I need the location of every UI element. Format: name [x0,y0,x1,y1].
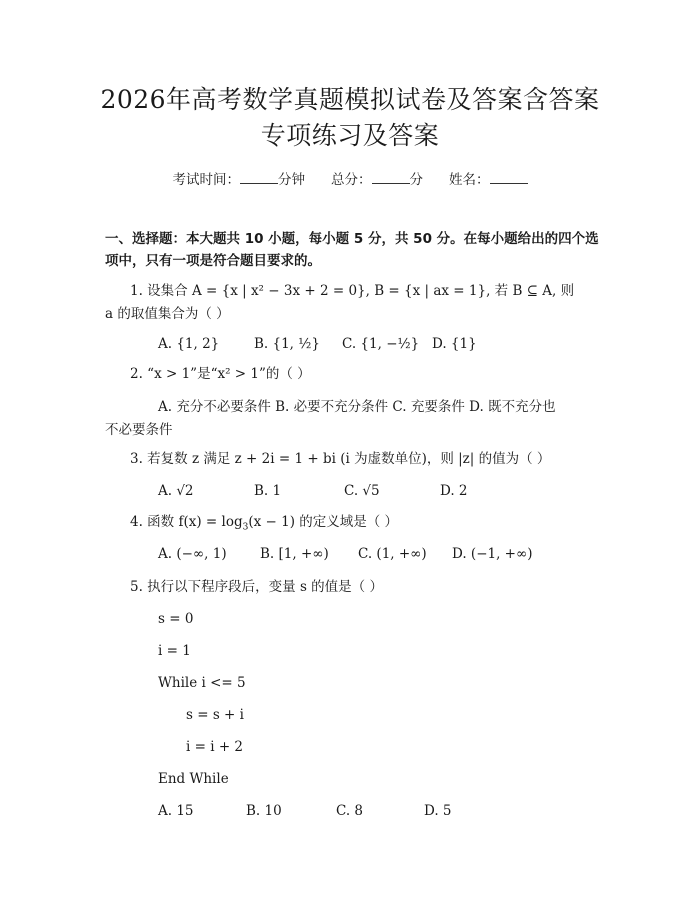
question-4-stem-text: 4. 函数 f(x) = log [130,514,243,530]
name-label: 姓名： [449,172,490,188]
time-unit: 分钟 [278,172,305,188]
question-1-stem-cont: a 的取值集合为（ ） [105,306,230,322]
code-line-4: s = s + i [186,707,244,723]
question-3-stem: 3. 若复数 z 满足 z + 2i = 1 + bi (i 为虚数单位)，则 |z| 的值为（ ） [130,451,551,467]
question-5-stem: 5. 执行以下程序段后，变量 s 的值是（ ） [130,579,383,595]
option-a: A. √2 [158,483,194,499]
question-4-stem [130,511,398,539]
score-label: 总分： [331,172,372,188]
option-b: B. 10 [246,803,282,819]
document-title-line2: 专项练习及答案 [260,121,440,150]
option-d: D. (−1, +∞) [452,546,533,562]
option-a: A. {1, 2} [158,336,220,352]
document-title-line1: 2026年高考数学真题模拟试卷及答案含答案 [100,85,600,114]
option-d: D. 5 [424,803,452,819]
question-2-options-line2: 不必要条件 [105,422,173,438]
question-3-options [158,480,468,502]
score-blank [372,171,410,184]
log-base: 3 [242,522,249,533]
question-4-stem-text-end: (x − 1) 的定义域是（ ） [248,514,399,530]
question-5-options [158,800,452,822]
code-line-6: End While [158,771,229,787]
name-blank [490,171,528,184]
option-b: B. 1 [254,483,282,499]
option-c: C. (1, +∞) [358,546,427,562]
option-d: D. {1} [432,336,477,352]
option-d: D. 2 [440,483,468,499]
question-2-options-line1: A. 充分不必要条件 B. 必要不充分条件 C. 充要条件 D. 既不充分也 [158,399,556,415]
time-label: 考试时间： [172,172,240,188]
option-a: A. (−∞, 1) [158,546,227,562]
code-line-1: s = 0 [158,611,194,627]
question-1-stem: 1. 设集合 A = {x | x² − 3x + 2 = 0}, B = {x | ax = 1}, 若 B ⊆ A, 则 [130,283,575,299]
section-heading-line2: 项中，只有一项是符合题目要求的。 [105,253,321,269]
option-b: B. {1, ½} [254,336,320,352]
question-4-options [158,543,533,565]
code-line-2: i = 1 [158,643,191,659]
question-2-stem: 2. “x > 1”是“x² > 1”的（ ） [130,366,311,382]
question-1-options [158,333,477,355]
option-c: C. 8 [336,803,364,819]
time-blank [240,171,278,184]
score-unit: 分 [409,172,423,188]
option-c: C. {1, −½} [342,336,420,352]
option-c: C. √5 [344,483,380,499]
option-a: A. 15 [158,803,194,819]
code-line-3: While i <= 5 [158,675,246,691]
option-b: B. [1, +∞) [260,546,329,562]
code-line-5: i = i + 2 [186,739,244,755]
exam-info-line [0,168,700,188]
section-heading-line1: 一、选择题：本大题共 10 小题，每小题 5 分，共 50 分。在每小题给出的四个选 [105,231,599,247]
section-heading [105,228,605,272]
